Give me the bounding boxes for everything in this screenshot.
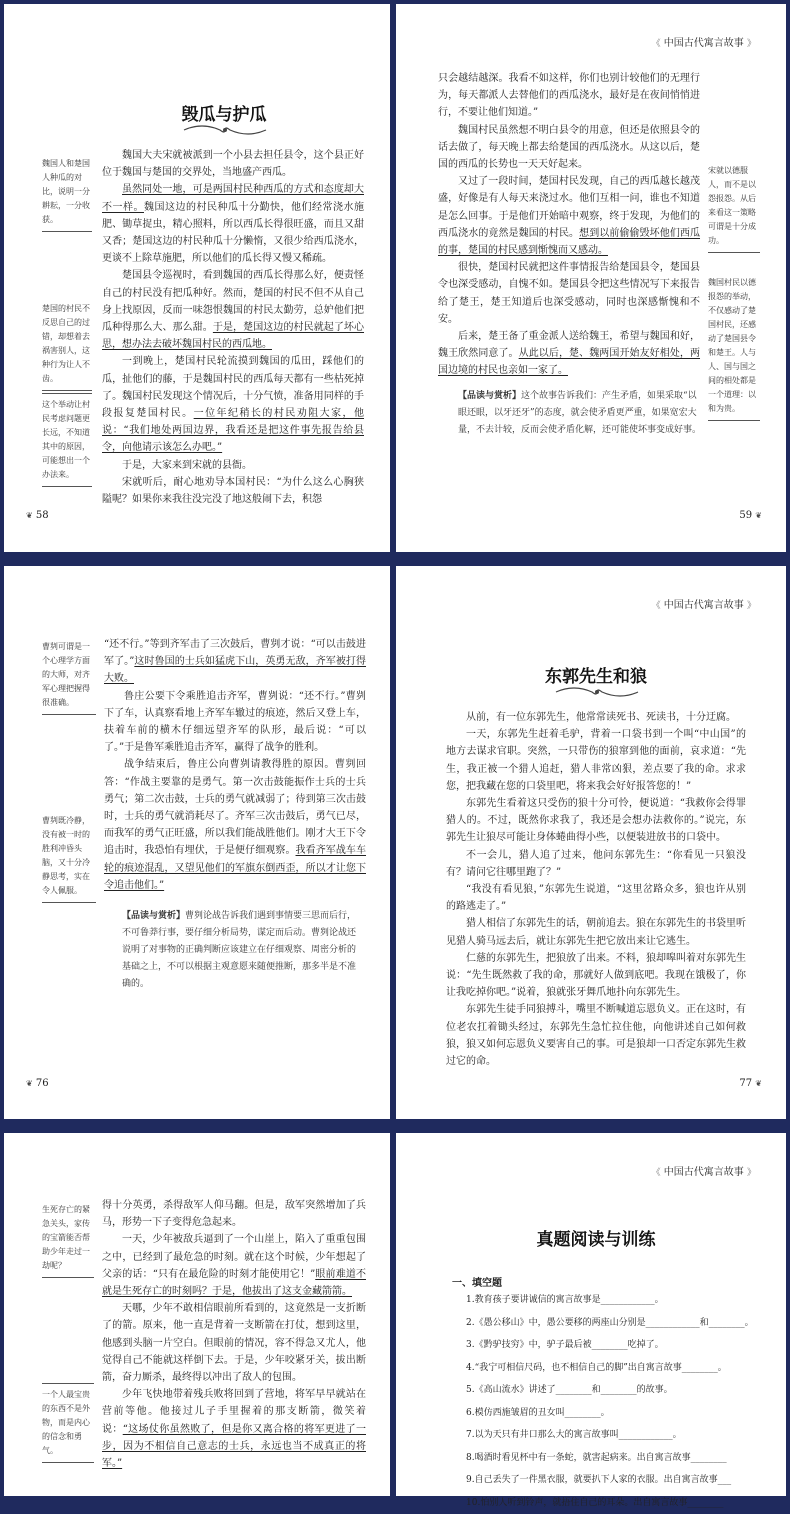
paragraph: “我没有看见狼，”东郭先生说道，“这里岔路众多，狼也许从别的路逃走了。”: [446, 881, 746, 915]
side-note-2: 一个人最宝贵的东西不是外物，而是内心的信念和勇气。: [42, 1383, 94, 1463]
body-text: [104, 636, 366, 896]
paragraph: 又过了一段时间，楚国村民发现，自己的西瓜越长越茂盛，好像是有人每天来浇过水。他们互相一问，谁也不知道是怎么回事。于是他们开始暗中观察，终于发现，为他们的西瓜浇水的竟然是魏国的村民。想到以前偷偷毁坏他们西瓜的事，楚国的村民感到惭愧而又感动。: [438, 173, 700, 259]
question-item: 2.《愚公移山》中，愚公要移的两座山分别是____________和________。: [466, 1312, 756, 1335]
side-note-2: 魏国村民以德报怨的举动，不仅感动了楚国村民，还感动了楚国县令和楚王。人与人、国与国之间的相处都是一个道理：以和为贵。: [708, 276, 760, 421]
paragraph: 从前，有一位东郭先生，他常常读死书、死读书，十分迂腐。: [446, 709, 746, 726]
paragraph: 猎人相信了东郭先生的话，朝前追去。狼在东郭先生的书袋里听见猎人骑马远去后，就让东郭先生把它放出来让它逃生。: [446, 915, 746, 949]
paragraph: 很快，楚国村民就把这件事情报告给楚国县令，楚国县令也深受感动，自愧不如。楚国县令把这些情况写下来报告给了楚王，楚王知道后也深受感动，同时也深感惭愧和不安。: [438, 259, 700, 328]
page-number: ❦ 76: [26, 1078, 49, 1089]
side-note-2: 曹刿既冷静，没有被一时的胜利冲昏头脑，又十分冷静思考，实在令人佩服。: [42, 814, 96, 903]
paragraph: 于是，大家来到宋就的县衙。: [102, 457, 364, 474]
side-note-3: 这个举动让村民考虑问题更长远，不知道其中的原因，可能想出一个办法来。: [42, 393, 92, 487]
page-exercises: [396, 1133, 786, 1496]
appreciation-tag: 【品读与赏析】: [122, 911, 185, 921]
paragraph: 一天，少年被敌兵逼到了一个山崖上，陷入了重重包围之中，已经到了最危急的时刻。就在这个时候，少年想起了父亲的话：“只有在最危险的时刻才能使用它！”眼前难道不就是生死存亡的时刻吗？于是，他拔出了这支金藏箭箭。: [102, 1231, 366, 1300]
paragraph: 宋就听后，耐心地劝导本国村民：“为什么这么心胸狭隘呢？如果你来我往没完没了地这般闹下去，积怨: [102, 474, 364, 508]
page-number: 77 ❦: [739, 1078, 762, 1089]
paragraph: 楚国县令巡视时，看到魏国的西瓜长得那么好，便责怪自己的村民没有把瓜种好。然而，楚国的村民不但不从自己身上找原因，反而一味怨恨魏国的村民太勤劳，总妒他们把瓜种得那么大、那么甜。于是，楚国这边的村民就起了坏心思，想办法去破坏魏国村民的西瓜地。: [102, 267, 364, 353]
paragraph: 虽然同处一地，可是两国村民种西瓜的方式和态度却大不一样。魏国这边的村民种瓜十分勤快，他们经常浇水施肥、锄草捉虫，精心照料，所以西瓜长得很旺盛，而且又甜又香；楚国这边的村民种瓜十分懒惰，又很少给西瓜浇水，更谈不上除草施肥，所以他们的瓜长得又慢又稀疏。: [102, 181, 364, 267]
paragraph: 东郭先生徒手同狼搏斗，嘴里不断喊道忘恩负义。正在这时，有位老农扛着锄头经过，东郭先生急忙拉住他，向他讲述自己如何救狼，狼又如何忘恩负义要害自己的事。可是狼却一口否定东郭先生救过它的命。: [446, 1001, 746, 1070]
page-76: [4, 566, 390, 1119]
side-note-1: 魏国人和楚国人种瓜的对比，说明一分耕耘，一分收获。: [42, 157, 92, 232]
paragraph: 战争结束后，鲁庄公向曹刿请教得胜的原因。曹刿回答：“作战主要靠的是勇气。第一次击鼓能振作士兵的士兵勇气；第二次击鼓，士兵的勇气就减弱了；待到第三次击鼓时，士兵的勇气就消耗尽了。齐军三次击鼓后，勇气已尽，而我军的勇气正旺盛，所以我们能战胜他们。刚才大王下令追击时，我恐怕有埋伏，于是便仔细观察。我看齐军战车车轮的痕迹混乱，又望见他们的军旗东倒西歪，所以才让您下令追击他们。”: [104, 756, 366, 894]
running-head: 《 中国古代寓言故事 》: [652, 596, 756, 611]
paragraph: “还不行。”等到齐军击了三次鼓后，曹刿才说：“可以击鼓进军了。”这时鲁国的士兵如猛虎下山，英勇无敌，齐军被打得大败。: [104, 636, 366, 688]
page-number: 59 ❦: [739, 510, 762, 521]
appreciation-box: [122, 908, 362, 993]
section-heading: 一、填空题: [452, 1274, 502, 1289]
appreciation-text: 曹刿论战告诉我们遇到事情要三思而后行，不可鲁莽行事，要仔细分析局势，谋定而后动。曹刿论战还说明了对事物的正确判断应该建立在仔细观察、周密分析的基础之上，不可以根据主观意愿来随便推断，那多半是不准确的。: [122, 911, 356, 989]
paragraph: 一到晚上，楚国村民轮流摸到魏国的瓜田，踩他们的瓜，扯他们的藤，于是魏国村民的西瓜每天都有一些枯死掉了。魏国村民发现这个情况后，十分气愤，准备用同样的手段报复楚国村民。一位年纪稍长的村民劝阻大家，他说：“我们地处两国边界，我看还是把这件事先报告给县令，向他请示该怎么办吧。”: [102, 353, 364, 456]
side-note-1: 曹刿可谓是一个心理学方面的大师，对齐军心理把握得很准确。: [42, 640, 96, 715]
appreciation-box: [458, 388, 702, 439]
chapter-title: 毁瓜与护瓜: [144, 100, 304, 125]
paragraph: 东郭先生看着这只受伤的狼十分可怜，便说道：“我救你会得罪猎人的。不过，既然你求我了，我还是会想办法救你的。”说完，东郭先生让狼尽可能让身体蜷曲得小些，以便装进放书的口袋中。: [446, 795, 746, 847]
flourish-ornament: [182, 122, 268, 138]
paragraph: 后来，楚王备了重金派人送给魏王，希望与魏国和好，魏王欣然同意了。从此以后，楚、魏两国开始友好相处，两国边境的村民也亲如一家了。: [438, 328, 700, 380]
page-number: ❦ 58: [26, 510, 49, 521]
page-58: [4, 4, 390, 552]
question-item: 4.“我宁可相信尺码，也不相信自己的脚”出自寓言故事________。: [466, 1357, 756, 1380]
paragraph: 少年飞快地带着残兵败将回到了营地，将军早早就站在营前等他。他接过儿子手里握着的那支断箭，微笑着说：“这场仗你虽然败了，但是你又离合格的将军更进了一步，因为不相信自己意志的士兵，永远也当不成真正的将军。”: [102, 1386, 366, 1472]
paragraph: 只会越结越深。我看不如这样，你们也别计较他们的无理行为，每天都派人去替他们的西瓜浇水，最好是在夜间悄悄进行，不要让他们知道。”: [438, 70, 700, 122]
side-note-2: 楚国的村民不反思自己的过错，却想着去祸害别人，这种行为让人不齿。: [42, 302, 92, 391]
paragraph: 魏国大夫宋就被派到一个小县去担任县令，这个县正好位于魏国与楚国的交界处，当地盛产西瓜。: [102, 147, 364, 181]
page-59: [396, 4, 786, 552]
question-item: 3.《黔驴技穷》中，驴子最后被________吃掉了。: [466, 1334, 756, 1357]
paragraph: 仁慈的东郭先生，把狼放了出来。不料，狼却嗥叫着对东郭先生说：“先生既然救了我的命，那就好人做到底吧。我现在饿极了，你让我吃掉你吧。”说着，狼就张牙舞爪地扑向东郭先生。: [446, 950, 746, 1002]
body-text: [446, 709, 746, 1079]
paragraph: 不一会儿，猎人追了过来，他问东郭先生：“你看见一只狼没有？请问它往哪里跑了？”: [446, 847, 746, 881]
page-77: [396, 566, 786, 1119]
question-item: 7.以为天只有井口那么大的寓言故事叫____________。: [466, 1424, 756, 1447]
question-item: 8.喝酒时看见杯中有一条蛇，就害起病来。出自寓言故事________: [466, 1447, 756, 1470]
side-note-1: 宋就以德服人，而不是以怨报怨。从后来看这一策略可谓是十分成功。: [708, 164, 760, 253]
paragraph: 得十分英勇，杀得敌军人仰马翻。但是，敌军突然增加了兵马，形势一下子变得危急起来。: [102, 1197, 366, 1231]
appreciation-tag: 【品读与赏析】: [458, 391, 521, 401]
exercise-title: 真题阅读与训练: [496, 1225, 696, 1250]
question-item: 1.教育孩子要讲诚信的寓言故事是____________。: [466, 1289, 756, 1312]
question-item: 6.模仿西施皱眉的丑女叫________。: [466, 1402, 756, 1425]
body-text: [102, 1197, 366, 1493]
paragraph: 鲁庄公要下令乘胜追击齐军，曹刿说：“还不行。”曹刿下了车，认真察看地上齐军车辙过的痕迹，然后又登上车，扶着车前的横木仔细远望齐军的队形，最后说：“可以了。”于是鲁军乘胜追击齐军，赢得了战争的胜利。: [104, 688, 366, 757]
body-text: [102, 147, 364, 492]
paragraph: 天哪，少年不敢相信眼前所看到的，这竟然是一支折断了的箭。原来，他一直是背着一支断箭在打仗，想到这里，他感到头脑一片空白。但眼前的情况，容不得急又尤人，他觉得自己不能就这样倒下去。于是，少年咬紧牙关，拔出断箭，奋力厮杀，最终得以冲出了敌人的包围。: [102, 1300, 366, 1386]
page-story-broken-arrow: [4, 1133, 390, 1496]
question-item: 10.怕别人听到铃声，就捂住自己的耳朵。出自寓言故事________: [466, 1492, 756, 1514]
side-note-1: 生死存亡的紧急关头，家传的宝箭能否帮助少年走过一劫呢？: [42, 1203, 94, 1278]
paragraph: 一天，东郭先生赶着毛驴，背着一口袋书到一个叫“中山国”的地方去谋求官职。突然，一只带伤的狼窜到他的面前，哀求道：“先生，我正被一个猎人追赶，猎人非常凶狠，差点要了我的命。求求您，把我藏在您的口袋里吧，将来我会好好报答您的！”: [446, 726, 746, 795]
running-head: 《 中国古代寓言故事 》: [652, 1163, 756, 1178]
flourish-ornament: [554, 684, 640, 700]
question-item: 9.自己丢失了一件黑衣服，就要扒下人家的衣服。出自寓言故事___: [466, 1469, 756, 1492]
appreciation-text: 这个故事告诉我们：产生矛盾，如果采取“以眼还眼，以牙还牙”的态度，就会使矛盾更严重，如果宽宏大量，不去计较，反而会使矛盾化解，还可能使坏事变成好事。: [458, 391, 701, 435]
chapter-title: 东郭先生和狼: [516, 662, 676, 687]
paragraph: 魏国村民虽然想不明白县令的用意，但还是依照县令的话去做了，每天晚上都去给楚国的西瓜浇水。从这以后，楚国的西瓜的长势也一天天好起来。: [438, 122, 700, 174]
body-text: [438, 70, 700, 370]
running-head: 《 中国古代寓言故事 》: [652, 34, 756, 49]
question-item: 5.《高山流水》讲述了________和________的故事。: [466, 1379, 756, 1402]
question-list: [466, 1289, 756, 1514]
